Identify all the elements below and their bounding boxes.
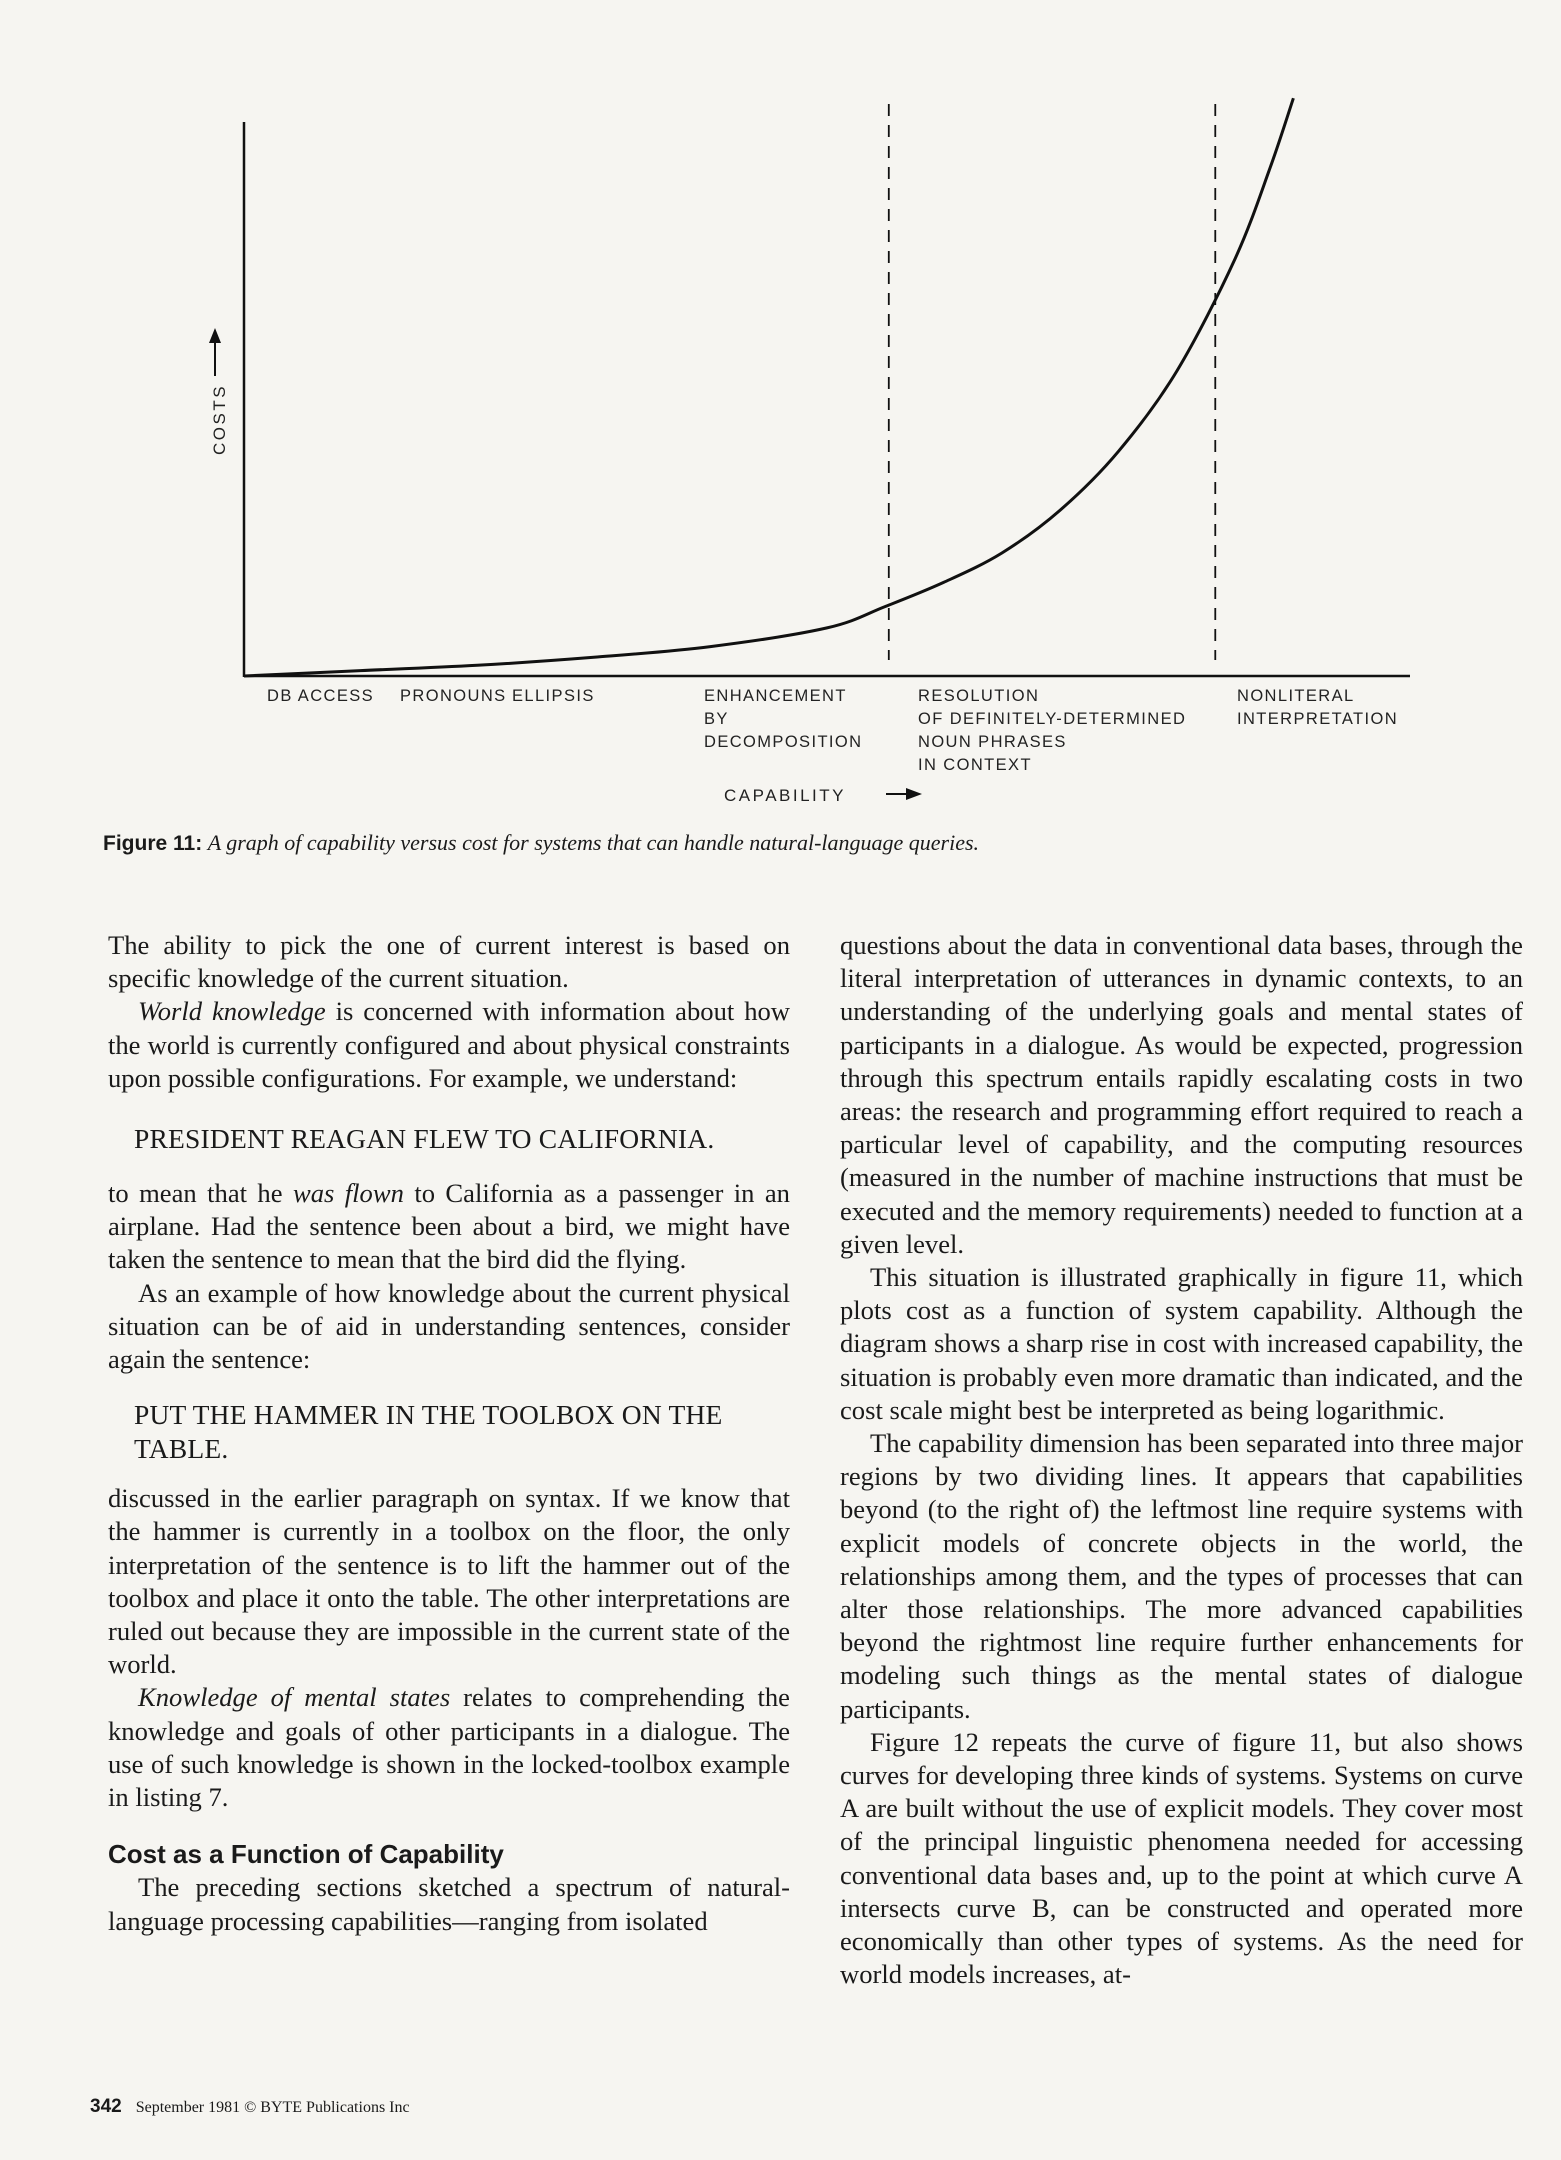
paragraph: The ability to pick the one of current interest is based on specific knowledge of the current situation. bbox=[108, 930, 790, 994]
x-axis-label: CAPABILITY bbox=[724, 786, 846, 805]
paragraph: discussed in the earlier paragraph on syntax. If we know that the hammer is currently in a toolbox on the floor, the only interpretation of the sentence is to lift the hammer out of the toolbox and place it onto the table. The other interpretations are ruled out because they are impossible in the current state of the world. bbox=[108, 1483, 790, 1680]
section-heading: Cost as a Function of Capability bbox=[108, 1839, 504, 1870]
paragraph-text: to California as a passenger in an airplane. Had the sentence been about a bird, we might have taken the sentence to mean that the bird did the flying. bbox=[108, 1178, 790, 1275]
page-footer bbox=[90, 2096, 410, 2118]
example-sentence: PRESIDENT REAGAN FLEW TO CALIFORNIA. bbox=[134, 1123, 715, 1155]
y-axis-label: COSTS bbox=[210, 383, 229, 455]
paragraph bbox=[108, 1177, 790, 1277]
paragraph: The capability dimension has been separated into three major regions by two dividing lines. It appears that capabilities beyond (to the right of) the leftmost line require systems with explicit models of concrete objects in the world, the relationships among them, and the types of processes that can alter those relationships. The more advanced capabilities beyond the rightmost line require further enhancements for modeling such things as the mental states of dialogue participants. bbox=[840, 1428, 1523, 1724]
region-label-pronouns: PRONOUNS bbox=[400, 687, 507, 705]
page-number: 342 bbox=[90, 2096, 122, 2117]
left-column bbox=[108, 929, 790, 1938]
region-label-ellipsis: ELLIPSIS bbox=[512, 687, 595, 705]
paragraph: Figure 12 repeats the curve of figure 11, but also shows curves for developing three kinds of systems. Systems on curve A are built without the use of explicit models. They cover most of the principal linguistic phenomena needed for accessing conventional data bases and, up to the point at which curve A intersects curve B, can be constructed and operated more economically than other types of systems. As the need for world models increases, at- bbox=[840, 1726, 1523, 1990]
right-column bbox=[840, 929, 1523, 1992]
cost-curve bbox=[244, 98, 1293, 676]
cost-arrow bbox=[209, 328, 221, 376]
paragraph-world-knowledge bbox=[108, 995, 790, 1095]
region-label-resolution: RESOLUTION OF DEFINITELY-DETERMINED NOUN PHRASES IN CONTEXT bbox=[918, 687, 1187, 774]
paragraph-mental-states bbox=[108, 1681, 790, 1814]
paragraph: As an example of how knowledge about the current physical situation can be of aid in understanding sentences, consider again the sentence: bbox=[108, 1277, 790, 1375]
term-mental-states: Knowledge of mental states bbox=[138, 1682, 451, 1713]
region-label-enhancement: ENHANCEMENT BY DECOMPOSITION bbox=[704, 687, 863, 751]
paragraph-text: to mean that he bbox=[108, 1178, 293, 1209]
paragraph: This situation is illustrated graphically in figure 11, which plots cost as a function of system capability. Although the diagram shows a sharp rise in cost with increased capability, the situation is probably even more dramatic than indicated, and the cost scale might best be interpreted as being logarithmic. bbox=[840, 1262, 1523, 1425]
region-label-db-access: DB ACCESS bbox=[267, 687, 375, 705]
figure-label: Figure 11: bbox=[103, 832, 203, 855]
paragraph-text: relates to comprehending the knowledge and goals of other participants in a dialogue. The use of such knowledge is shown in the locked-toolbox example in listing 7. bbox=[108, 1682, 790, 1813]
emphasis: was flown bbox=[292, 1178, 404, 1209]
figure-caption bbox=[103, 830, 1423, 856]
example-sentence: PUT THE HAMMER IN THE TOOLBOX ON THE TABLE. bbox=[134, 1399, 723, 1465]
footer-credit: September 1981 © BYTE Publications Inc bbox=[135, 2099, 410, 2116]
paragraph: questions about the data in conventional data bases, through the literal interpretation of utterances in dynamic contexts, to an understanding of the underlying goals and mental states of participants in a dialogue. As would be expected, progression through this spectrum entails rapidly escalating costs in two areas: the research and programming effort required to reach a particular level of capability, and the computing resources (measured in the number of machine instructions that must be executed and the memory requirements) needed to function at a given level. bbox=[840, 930, 1523, 1259]
region-label-nonliteral: NONLITERAL INTERPRETATION bbox=[1237, 687, 1399, 728]
capability-arrow bbox=[886, 788, 922, 800]
paragraph: The preceding sections sketched a spectrum of natural-language processing capabilities—ranging from isolated bbox=[108, 1872, 790, 1936]
figure-caption-text: A graph of capability versus cost for systems that can handle natural-language queries. bbox=[207, 830, 980, 855]
term-world-knowledge: World knowledge bbox=[138, 996, 326, 1027]
paragraph-text: is concerned with information about how the world is currently configured and about physical constraints upon possible configurations. For example, we understand: bbox=[108, 996, 790, 1093]
